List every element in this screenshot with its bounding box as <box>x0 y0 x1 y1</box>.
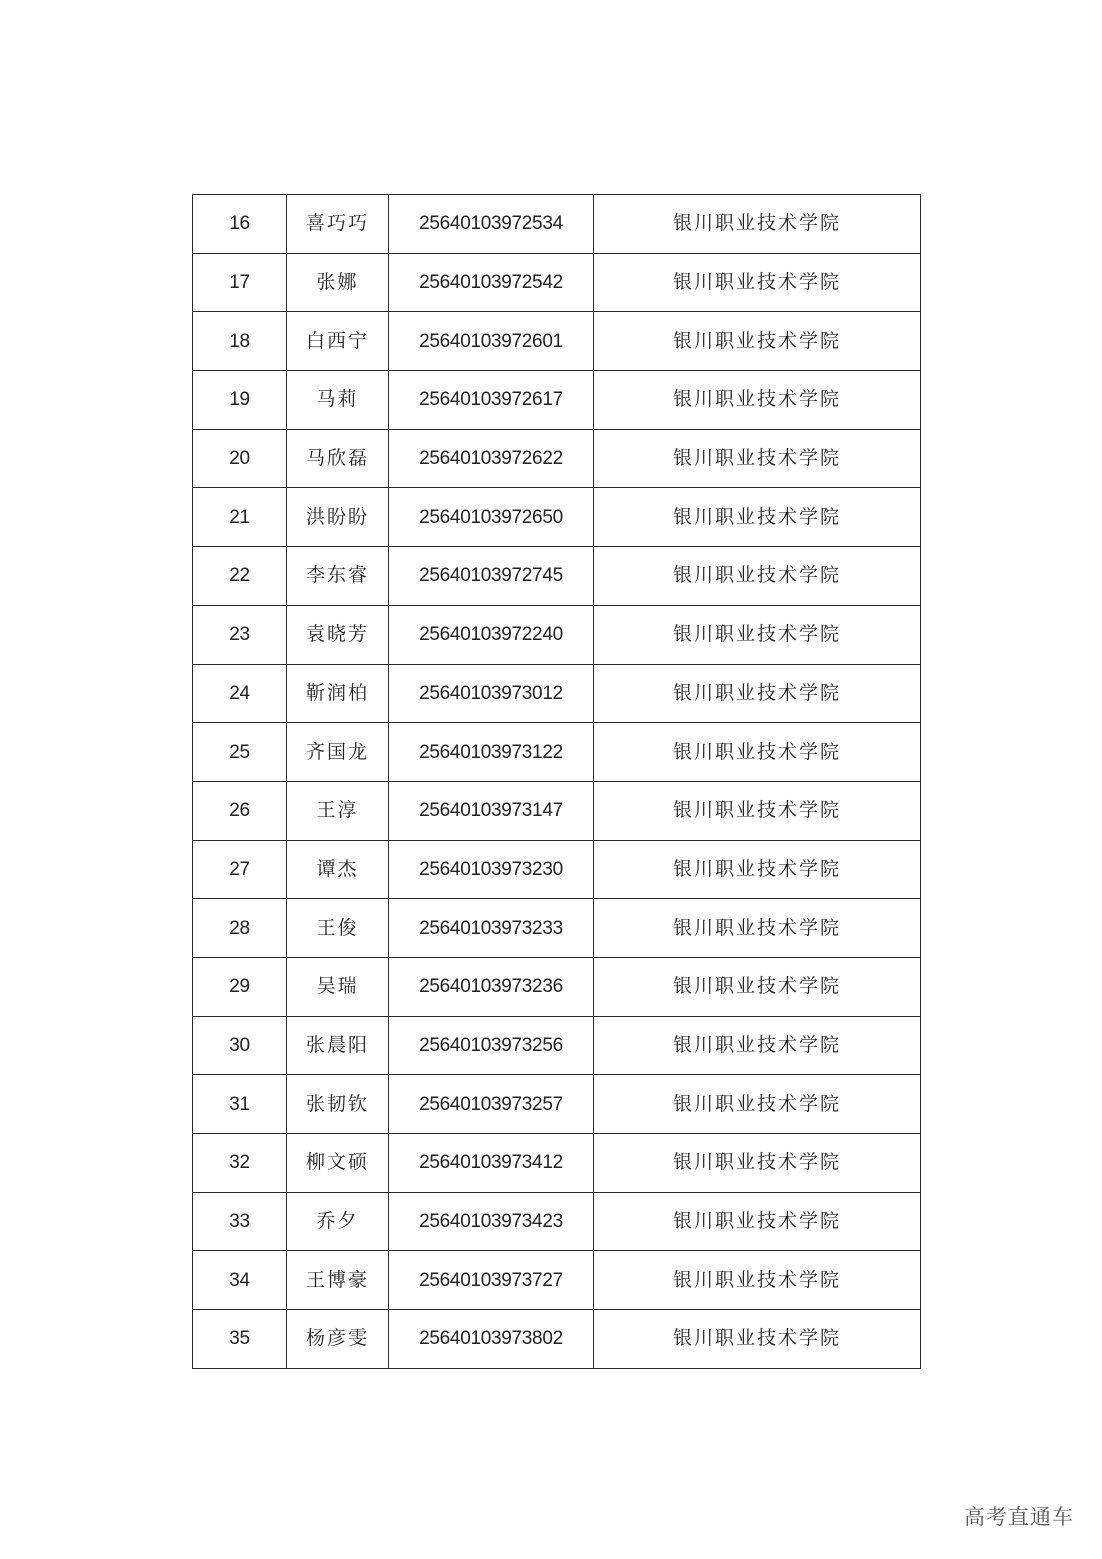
row-index-cell: 17 <box>193 253 287 312</box>
exam-id-cell: 25640103972601 <box>389 312 594 371</box>
student-name-cell: 喜巧巧 <box>287 195 389 254</box>
school-cell: 银川职业技术学院 <box>594 840 921 899</box>
exam-id-cell: 25640103973423 <box>389 1192 594 1251</box>
row-index-cell: 28 <box>193 899 287 958</box>
school-cell: 银川职业技术学院 <box>594 781 921 840</box>
school-cell: 银川职业技术学院 <box>594 312 921 371</box>
exam-id-cell: 25640103973256 <box>389 1016 594 1075</box>
row-index-cell: 16 <box>193 195 287 254</box>
table-body <box>193 195 921 1369</box>
admission-list-table <box>192 194 921 1369</box>
exam-id-cell: 25640103973012 <box>389 664 594 723</box>
row-index-cell: 23 <box>193 605 287 664</box>
table-row <box>193 723 921 782</box>
student-name-cell: 张晨阳 <box>287 1016 389 1075</box>
row-index-cell: 22 <box>193 547 287 606</box>
school-cell: 银川职业技术学院 <box>594 429 921 488</box>
exam-id-cell: 25640103973236 <box>389 957 594 1016</box>
exam-id-cell: 25640103972617 <box>389 371 594 430</box>
table-row <box>193 1016 921 1075</box>
table-row <box>193 781 921 840</box>
student-name-cell: 张娜 <box>287 253 389 312</box>
row-index-cell: 19 <box>193 371 287 430</box>
school-cell: 银川职业技术学院 <box>594 957 921 1016</box>
school-cell: 银川职业技术学院 <box>594 547 921 606</box>
student-name-cell: 靳润柏 <box>287 664 389 723</box>
exam-id-cell: 25640103972534 <box>389 195 594 254</box>
exam-id-cell: 25640103972240 <box>389 605 594 664</box>
table-row <box>193 957 921 1016</box>
exam-id-cell: 25640103972622 <box>389 429 594 488</box>
school-cell: 银川职业技术学院 <box>594 488 921 547</box>
school-cell: 银川职业技术学院 <box>594 253 921 312</box>
row-index-cell: 27 <box>193 840 287 899</box>
exam-id-cell: 25640103973412 <box>389 1134 594 1193</box>
row-index-cell: 34 <box>193 1251 287 1310</box>
table-row <box>193 488 921 547</box>
exam-id-cell: 25640103972542 <box>389 253 594 312</box>
row-index-cell: 25 <box>193 723 287 782</box>
school-cell: 银川职业技术学院 <box>594 1310 921 1369</box>
exam-id-cell: 25640103972745 <box>389 547 594 606</box>
table-row <box>193 429 921 488</box>
row-index-cell: 35 <box>193 1310 287 1369</box>
school-cell: 银川职业技术学院 <box>594 371 921 430</box>
exam-id-cell: 25640103973233 <box>389 899 594 958</box>
student-name-cell: 杨彦雯 <box>287 1310 389 1369</box>
watermark-text: 高考直通车 <box>964 1505 1074 1529</box>
school-cell: 银川职业技术学院 <box>594 605 921 664</box>
school-cell: 银川职业技术学院 <box>594 1075 921 1134</box>
school-cell: 银川职业技术学院 <box>594 1192 921 1251</box>
row-index-cell: 33 <box>193 1192 287 1251</box>
student-name-cell: 齐国龙 <box>287 723 389 782</box>
exam-id-cell: 25640103973122 <box>389 723 594 782</box>
school-cell: 银川职业技术学院 <box>594 723 921 782</box>
exam-id-cell: 25640103973257 <box>389 1075 594 1134</box>
table-row <box>193 547 921 606</box>
school-cell: 银川职业技术学院 <box>594 899 921 958</box>
table-row <box>193 312 921 371</box>
row-index-cell: 26 <box>193 781 287 840</box>
row-index-cell: 32 <box>193 1134 287 1193</box>
student-name-cell: 王俊 <box>287 899 389 958</box>
row-index-cell: 21 <box>193 488 287 547</box>
table-row <box>193 840 921 899</box>
table-row <box>193 253 921 312</box>
table-row <box>193 1075 921 1134</box>
table-row <box>193 899 921 958</box>
student-name-cell: 王淳 <box>287 781 389 840</box>
student-name-cell: 王博豪 <box>287 1251 389 1310</box>
student-name-cell: 袁晓芳 <box>287 605 389 664</box>
exam-id-cell: 25640103972650 <box>389 488 594 547</box>
exam-id-cell: 25640103973147 <box>389 781 594 840</box>
table-row <box>193 605 921 664</box>
student-name-cell: 乔夕 <box>287 1192 389 1251</box>
table-row <box>193 195 921 254</box>
table-row <box>193 1192 921 1251</box>
row-index-cell: 30 <box>193 1016 287 1075</box>
row-index-cell: 29 <box>193 957 287 1016</box>
school-cell: 银川职业技术学院 <box>594 1134 921 1193</box>
school-cell: 银川职业技术学院 <box>594 195 921 254</box>
student-name-cell: 白西宁 <box>287 312 389 371</box>
school-cell: 银川职业技术学院 <box>594 1016 921 1075</box>
student-name-cell: 李东睿 <box>287 547 389 606</box>
row-index-cell: 18 <box>193 312 287 371</box>
exam-id-cell: 25640103973230 <box>389 840 594 899</box>
school-cell: 银川职业技术学院 <box>594 1251 921 1310</box>
student-name-cell: 谭杰 <box>287 840 389 899</box>
table-row <box>193 371 921 430</box>
row-index-cell: 20 <box>193 429 287 488</box>
student-name-cell: 张韧钦 <box>287 1075 389 1134</box>
table-row <box>193 1310 921 1369</box>
row-index-cell: 24 <box>193 664 287 723</box>
student-name-cell: 吴瑞 <box>287 957 389 1016</box>
student-name-cell: 马莉 <box>287 371 389 430</box>
school-cell: 银川职业技术学院 <box>594 664 921 723</box>
row-index-cell: 31 <box>193 1075 287 1134</box>
table-row <box>193 1251 921 1310</box>
exam-id-cell: 25640103973802 <box>389 1310 594 1369</box>
student-name-cell: 柳文硕 <box>287 1134 389 1193</box>
student-name-cell: 洪盼盼 <box>287 488 389 547</box>
table-row <box>193 1134 921 1193</box>
student-name-cell: 马欣磊 <box>287 429 389 488</box>
table-row <box>193 664 921 723</box>
exam-id-cell: 25640103973727 <box>389 1251 594 1310</box>
